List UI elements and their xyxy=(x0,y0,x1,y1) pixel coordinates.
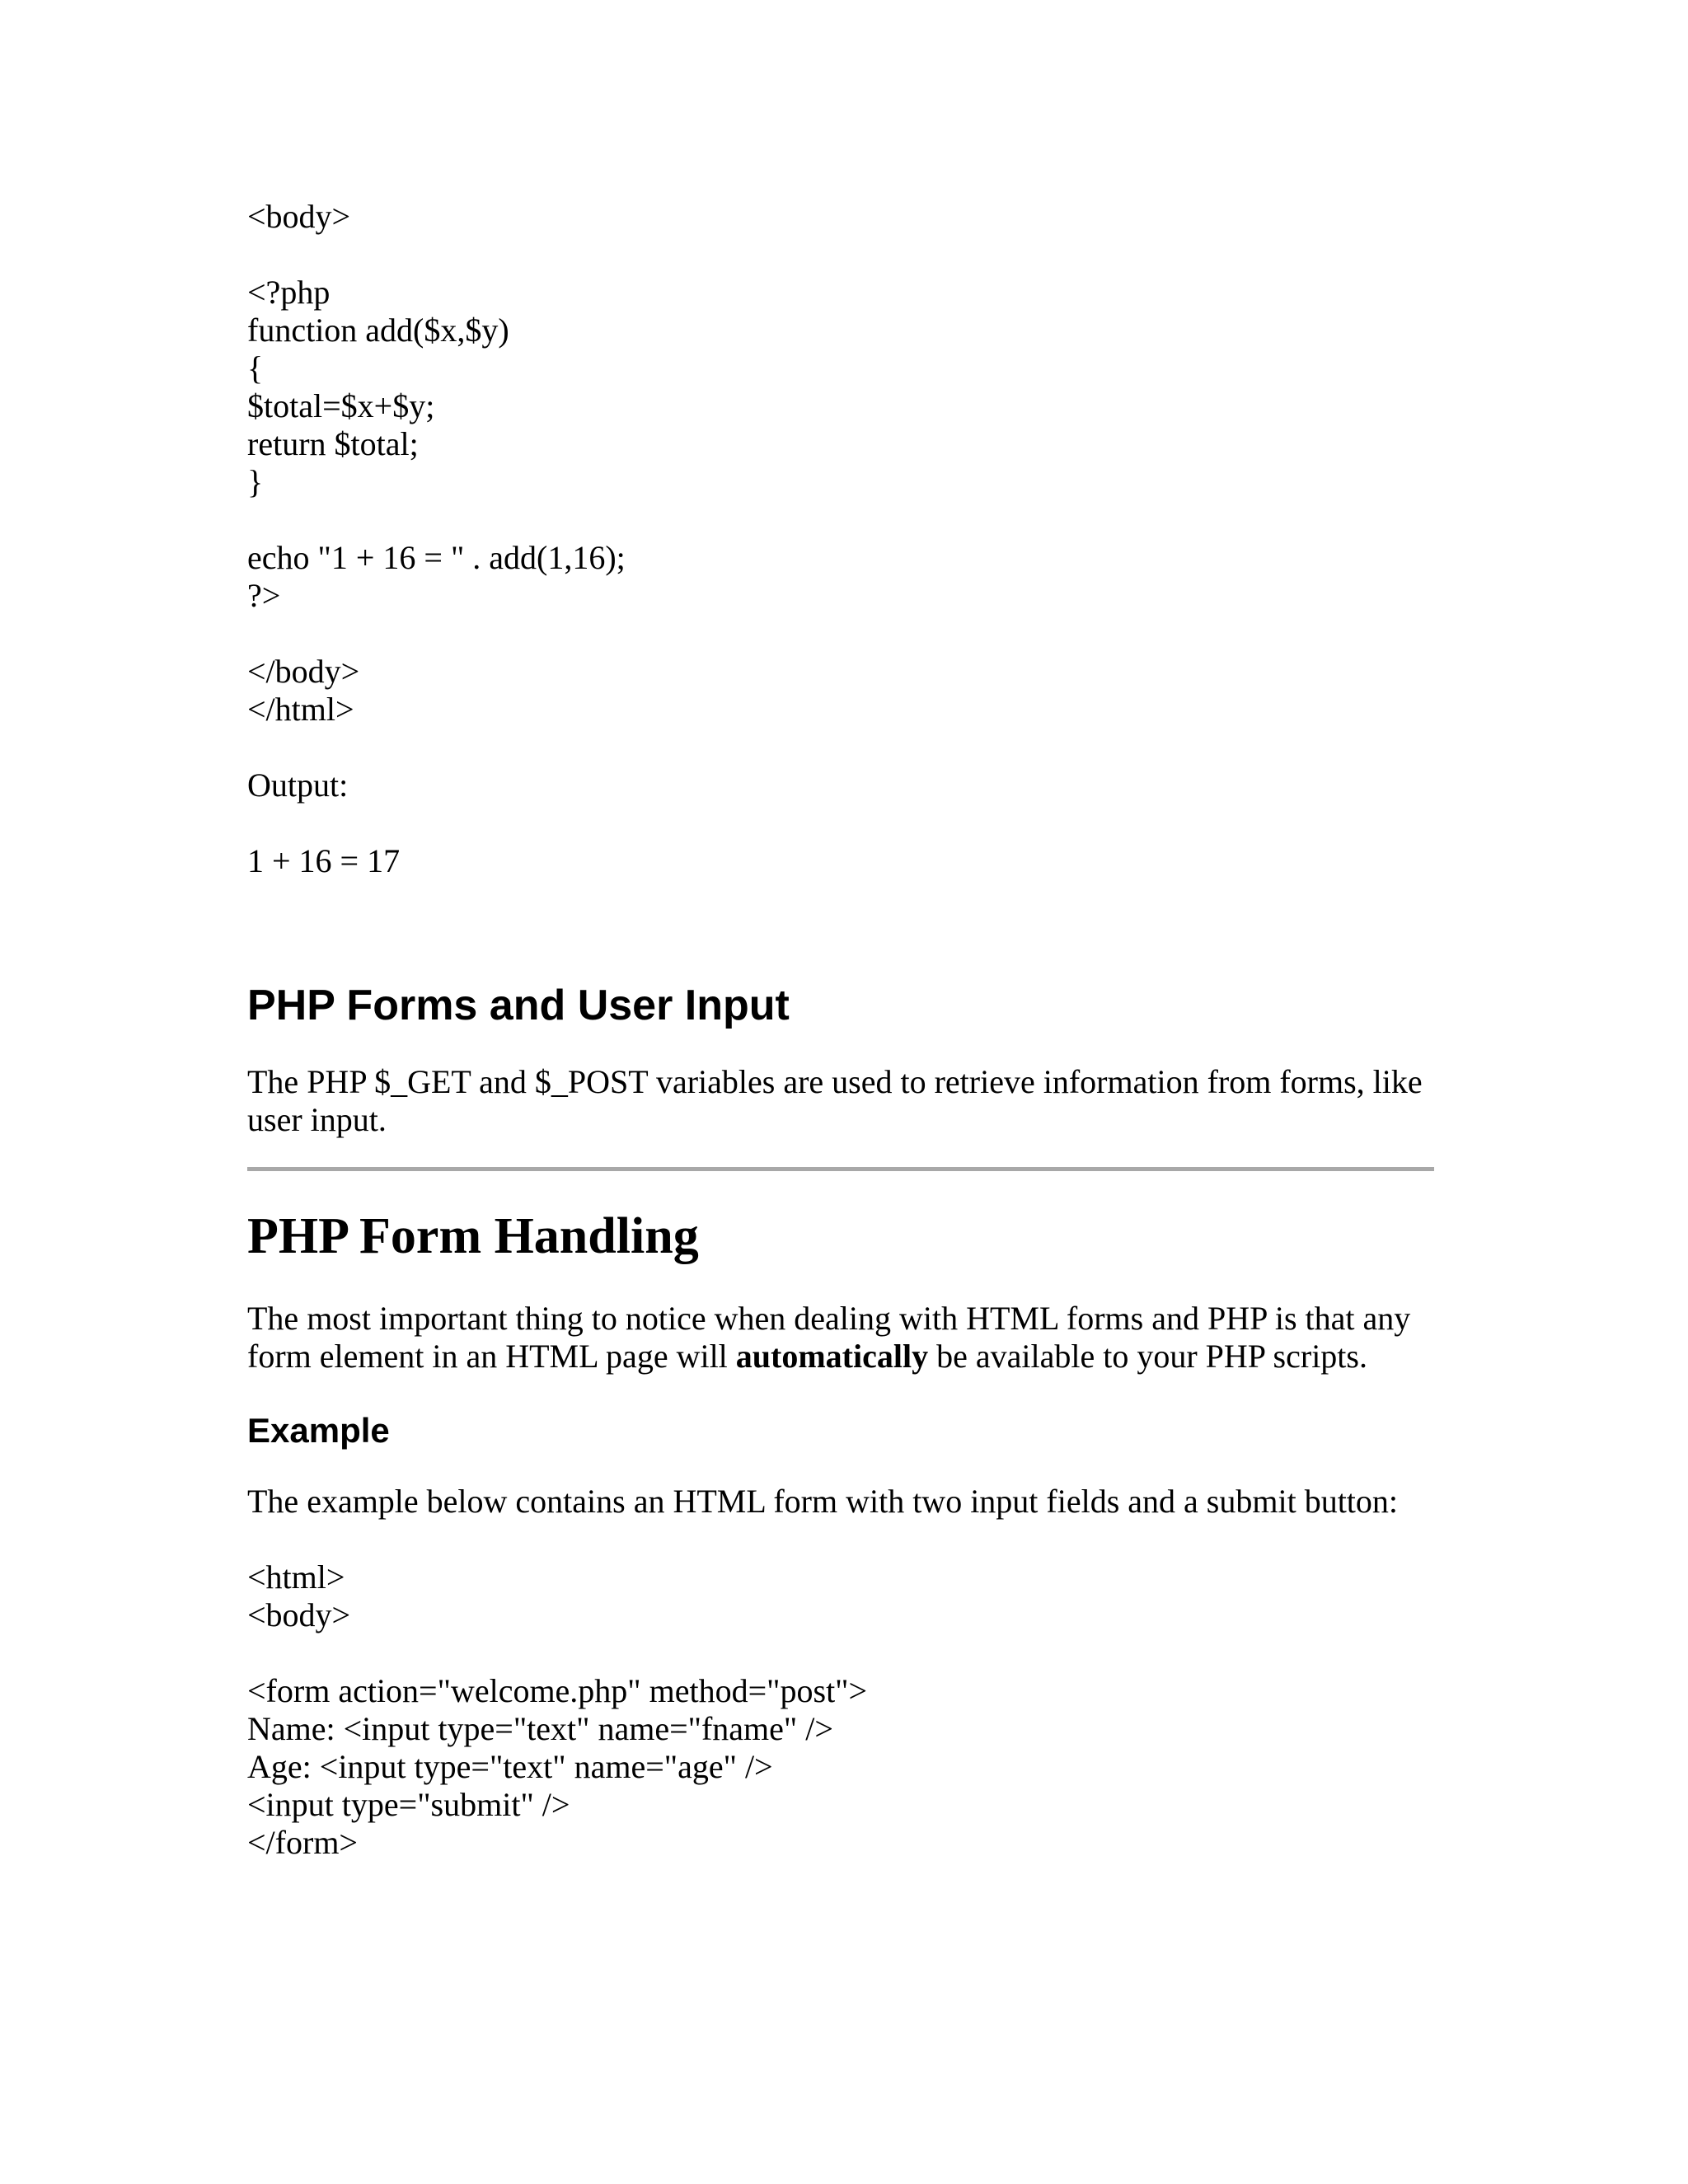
paragraph-text: The most important thing to notice when dealing with HTML forms and PHP is that any form element in an HTML page will xyxy=(247,1300,1411,1375)
code-line xyxy=(247,236,1434,274)
section-heading-forms: PHP Forms and User Input xyxy=(247,982,790,1029)
code-line xyxy=(247,1634,1434,1672)
code-line: echo "1 + 16 = " . add(1,16); xyxy=(247,539,626,576)
example-heading: Example xyxy=(247,1411,390,1450)
code-line: <?php xyxy=(247,274,331,311)
code-block-php-function xyxy=(247,198,1434,729)
output-value: 1 + 16 = 17 xyxy=(247,842,401,879)
code-line: { xyxy=(247,349,264,387)
example-intro: The example below contains an HTML form with two input fields and a submit button: xyxy=(247,1483,1399,1520)
code-line: return $total; xyxy=(247,425,419,462)
output-label: Output: xyxy=(247,766,349,804)
code-line: </body> xyxy=(247,653,360,690)
document-page xyxy=(247,198,1434,1862)
emphasis-automatically: automatically xyxy=(735,1338,929,1375)
paragraph-text: be available to your PHP scripts. xyxy=(928,1338,1367,1375)
section-heading-form-handling: PHP Form Handling xyxy=(247,1208,699,1264)
code-line: <html> xyxy=(247,1558,345,1596)
code-line xyxy=(247,501,1434,539)
code-line: Age: <input type="text" name="age" /> xyxy=(247,1748,773,1785)
code-line: function add($x,$y) xyxy=(247,312,509,349)
code-line: } xyxy=(247,463,264,500)
code-line: </form> xyxy=(247,1824,358,1861)
section-forms-intro: The PHP $_GET and $_POST variables are used to retrieve information from forms, like user input. xyxy=(247,1063,1423,1138)
code-line: <input type="submit" /> xyxy=(247,1786,570,1823)
code-line: <form action="welcome.php" method="post"> xyxy=(247,1672,868,1709)
code-line: $total=$x+$y; xyxy=(247,387,435,424)
code-line: </html> xyxy=(247,691,354,728)
code-block-html-form xyxy=(247,1558,1434,1862)
code-line: Name: <input type="text" name="fname" /> xyxy=(247,1710,833,1747)
code-line xyxy=(247,615,1434,653)
section-handling-paragraph xyxy=(247,1300,1434,1376)
code-line: ?> xyxy=(247,577,281,614)
code-line: <body> xyxy=(247,1596,351,1633)
code-line: <body> xyxy=(247,198,351,235)
